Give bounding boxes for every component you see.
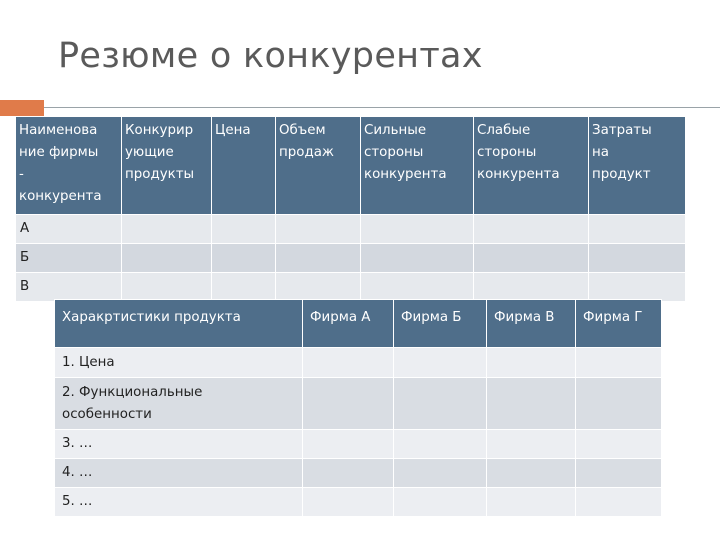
table-row <box>55 459 662 488</box>
table-row <box>55 430 662 459</box>
header-sales-volume: Объем продаж <box>276 117 361 215</box>
slide-title: Резюме о конкурентах <box>58 36 483 76</box>
accent-bar <box>0 100 44 116</box>
row-label: 4. … <box>55 459 303 488</box>
header-product-characteristics: Харакртистики продукта <box>55 300 303 348</box>
table-row <box>16 273 686 302</box>
competitors-table <box>15 116 686 302</box>
product-features-table <box>54 299 662 517</box>
header-competing-products: Конкурир ующие продукты <box>122 117 212 215</box>
header-firm-g: Фирма Г <box>576 300 662 348</box>
title-divider <box>44 107 720 108</box>
header-weaknesses: Слабые стороны конкурента <box>474 117 589 215</box>
row-label: В <box>16 273 122 302</box>
competitors-header-row <box>16 117 686 215</box>
row-label: Б <box>16 244 122 273</box>
header-firm-a: Фирма А <box>303 300 394 348</box>
table-row <box>16 244 686 273</box>
product-header-row <box>55 300 662 348</box>
table-row <box>55 348 662 378</box>
row-label: 5. … <box>55 488 303 517</box>
row-label: А <box>16 215 122 244</box>
row-label: 2. Функциональные особенности <box>55 378 303 430</box>
header-company-name: Наименова ние фирмы - конкурента <box>16 117 122 215</box>
header-strengths: Сильные стороны конкурента <box>361 117 474 215</box>
header-firm-v: Фирма В <box>487 300 576 348</box>
table-row <box>55 488 662 517</box>
row-label: 1. Цена <box>55 348 303 378</box>
table-row <box>16 215 686 244</box>
header-product-costs: Затраты на продукт <box>589 117 686 215</box>
header-firm-b: Фирма Б <box>394 300 487 348</box>
header-price: Цена <box>212 117 276 215</box>
row-label: 3. … <box>55 430 303 459</box>
table-row <box>55 378 662 430</box>
